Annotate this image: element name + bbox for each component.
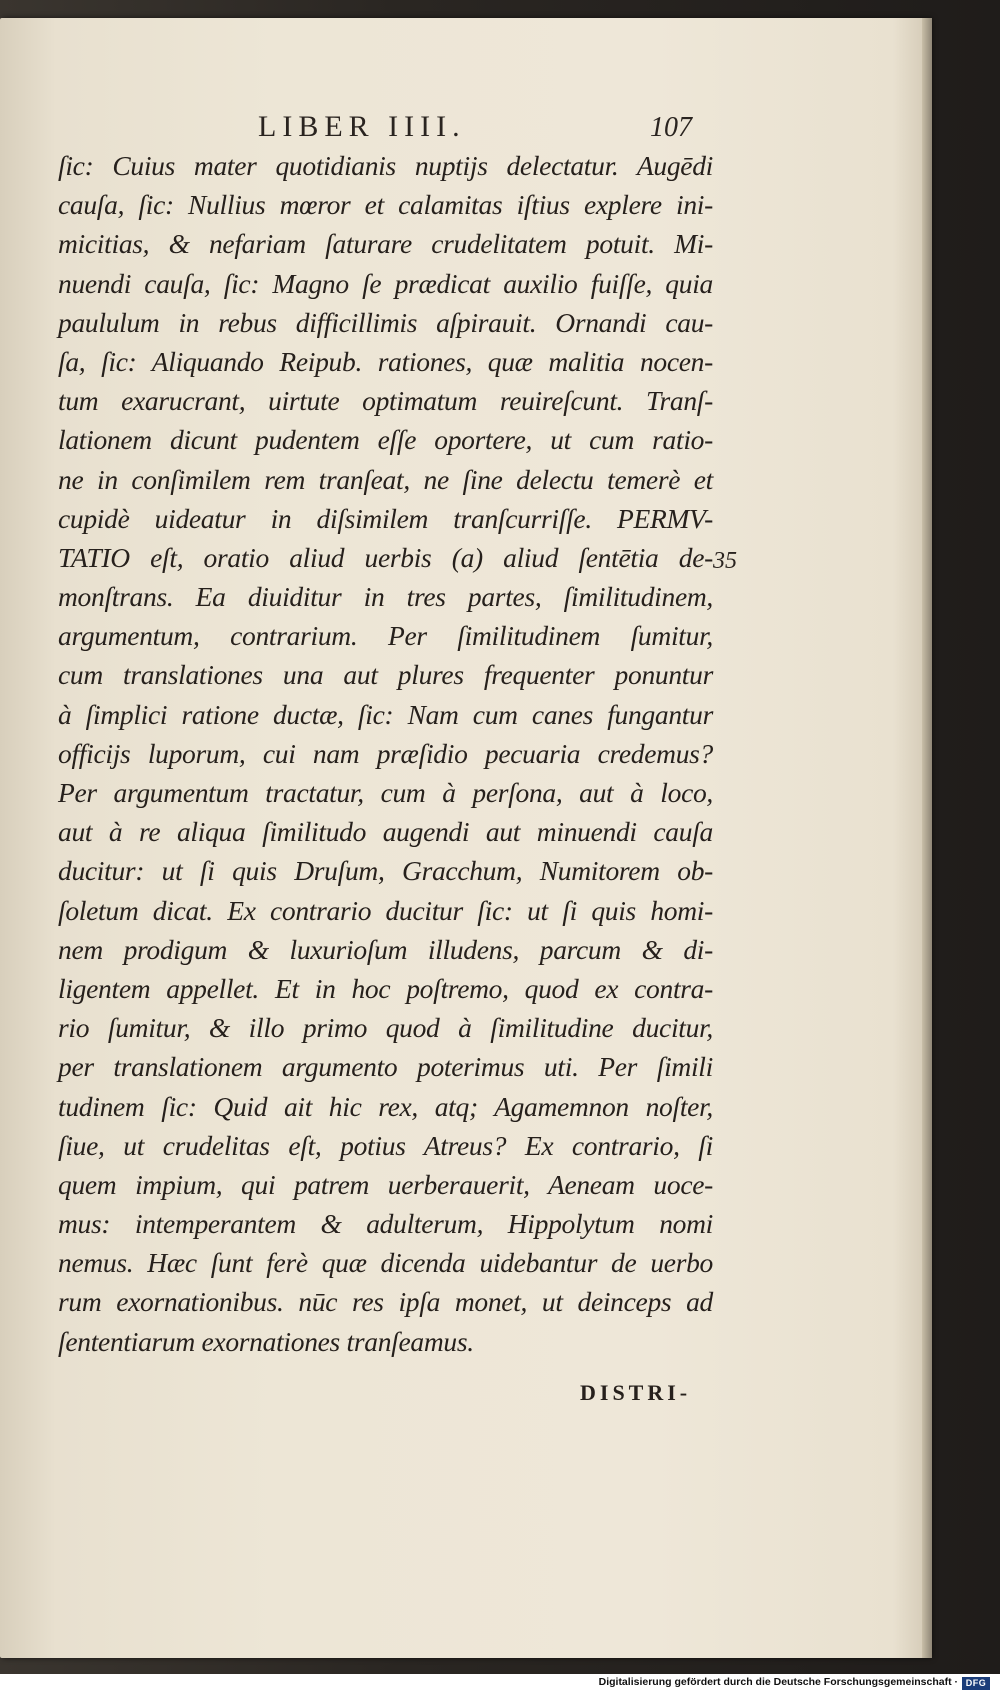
text-line: à ſimplici ratione ductæ, ſic: Nam cum canes fungantur [58, 698, 713, 730]
text-line: ſententiarum exornationes tranſeamus. [58, 1325, 474, 1357]
text-line: cupidè uideatur in diſsimilem tranſcurriſſe. PERMV- [58, 502, 713, 534]
margin-line-number: 35 [713, 548, 737, 574]
text-line: aut à re aliqua ſimilitudo augendi aut minuendi cauſa [58, 816, 713, 848]
text-line: ligentem appellet. Et in hoc poſtremo, quod ex contra- [58, 972, 713, 1004]
text-line: quem impium, qui patrem uerberauerit, Aeneam uoce- [58, 1168, 713, 1200]
text-line: mus: intemperantem & adulterum, Hippolytum nomi [58, 1208, 713, 1240]
text-line: ſic: Cuius mater quotidianis nuptijs delectatur. Augēdi [58, 150, 713, 181]
digitization-footer [0, 1674, 1000, 1693]
text-line: ducitur: ut ſi quis Druſum, Gracchum, Numitorem ob- [58, 855, 713, 887]
text-line: rio ſumitur, & illo primo quod à ſimilitudine ducitur, [58, 1012, 713, 1044]
text-line: nemus. Hæc ſunt ferè quæ dicenda uidebantur de uerbo [58, 1247, 713, 1279]
text-line: ſiue, ut crudelitas eſt, potius Atreus? Ex contrario, ſi [58, 1129, 713, 1161]
text-line: cauſa, ſic: Nullius mœror et calamitas iſtius explere ini- [58, 189, 713, 221]
page-number: 107 [650, 112, 692, 143]
text-line: micitias, & nefariam ſaturare crudelitatem potuit. Mi- [58, 228, 713, 260]
text-line: TATIO eſt, oratio aliud uerbis (a) aliud ſentētia de- [58, 541, 713, 573]
page-edge [922, 18, 932, 1658]
text-line: nem prodigum & luxurioſum illudens, parcum & di- [58, 933, 713, 965]
text-line: tum exarucrant, uirtute optimatum reuireſcunt. Tranſ- [58, 385, 713, 417]
text-line: cum translationes una aut plures frequenter ponuntur [58, 659, 713, 691]
catchword: DISTRI- [580, 1380, 692, 1405]
text-line: argumentum, contrarium. Per ſimilitudinem ſumitur, [58, 620, 713, 652]
running-head: LIBER IIII. [258, 110, 466, 143]
dfg-logo-icon: DFG [962, 1677, 990, 1690]
text-line: lationem dicunt pudentem eſſe oportere, ut cum ratio- [58, 424, 713, 456]
text-line: Per argumentum tractatur, cum à perſona, aut à loco, [58, 777, 713, 808]
text-line: rum exornationibus. nūc res ipſa monet, ut deinceps ad [58, 1286, 713, 1318]
text-line: ſa, ſic: Aliquando Reipub. rationes, quæ malitia nocen- [58, 345, 713, 377]
footer-credit: Digitalisierung gefördert durch die Deutsche Forschungsgemeinschaft · [598, 1676, 958, 1688]
text-line: ſoletum dicat. Ex contrario ducitur ſic: ut ſi quis homi- [58, 894, 713, 926]
text-line: monſtrans. Ea diuiditur in tres partes, ſimilitudinem, [58, 581, 713, 613]
text-line: paululum in rebus difficillimis aſpirauit. Ornandi cau- [58, 306, 713, 338]
text-line: tudinem ſic: Quid ait hic rex, atq; Agamemnon noſter, [58, 1090, 713, 1122]
text-line: ne in conſimilem rem tranſeat, ne ſine delectu temerè et [58, 463, 713, 495]
text-line: nuendi cauſa, ſic: Magno ſe prædicat auxilio fuiſſe, quia [58, 267, 713, 299]
text-line: per translationem argumento poterimus uti. Per ſimili [58, 1051, 713, 1083]
body-text [58, 146, 713, 1361]
text-line: officijs luporum, cui nam præſidio pecuaria credemus? [58, 737, 713, 769]
